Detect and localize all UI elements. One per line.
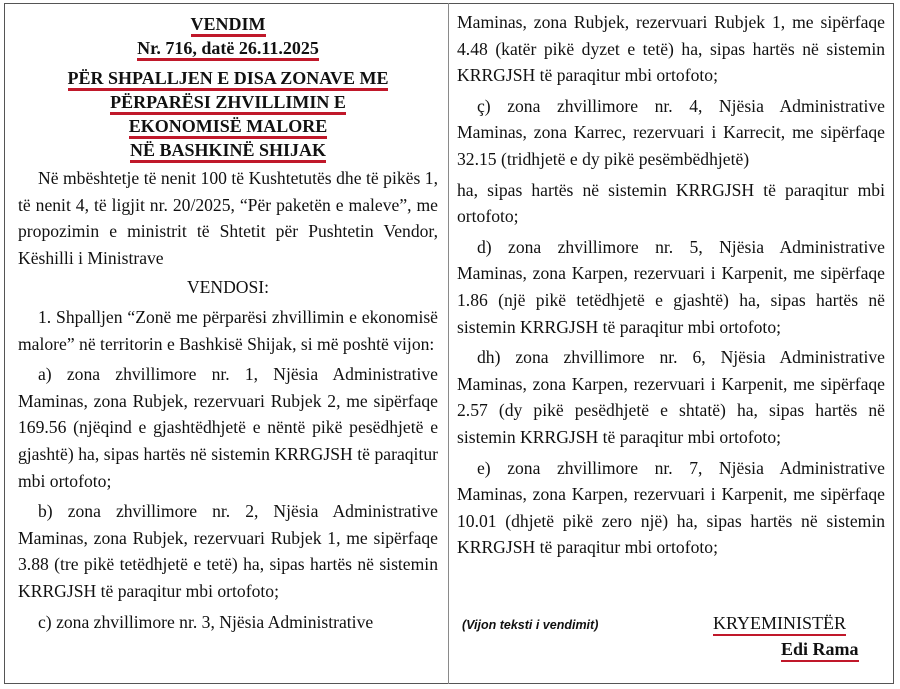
left-column xyxy=(18,12,438,635)
decision-title xyxy=(18,66,438,162)
title-line: NË BASHKINË SHIJAK xyxy=(130,140,326,163)
zone-dh-paragraph: dh) zona zhvillimore nr. 6, Njësia Administrative Maminas, zona Karpen, rezervuari i Karpenit, me sipërfaqe 2.57 (dy pikë pesëdhjetë e shtatë) ha, sipas hartës në sistemin KRRGJSH të paraqitur mbi ortofoto; xyxy=(457,347,885,447)
decision-heading xyxy=(18,12,438,36)
right-column xyxy=(457,9,885,561)
title-line: PËRPARËSI ZHVILLIMIN E xyxy=(110,92,346,115)
continued-note: (Vijon teksti i vendimit) xyxy=(462,618,599,632)
zone-a-paragraph: a) zona zhvillimore nr. 1, Njësia Administrative Maminas, zona Rubjek, rezervuari Rubjek 2, me sipërfaqe 169.56 (njëqind e gjashtëdhjetë e nëntë pikë pesëdhjetë e gjashtë) ha, sipas hartës në sistemin KRRGJSH të paraqitur mbi ortofoto; xyxy=(18,364,438,491)
point-1-paragraph: 1. Shpalljen “Zonë me përparësi zhvillimin e ekonomisë malore” në territorin e Bashkisë Shijak, si më poshtë vijon: xyxy=(18,306,438,354)
zone-c-start: c) zona zhvillimore nr. 3, Njësia Administrative xyxy=(38,611,374,632)
title-line: EKONOMISË MALORE xyxy=(129,116,328,139)
zone-d-paragraph: d) zona zhvillimore nr. 5, Njësia Administrative Maminas, zona Karpen, rezervuari i Karpenit, me sipërfaqe 1.86 (një pikë tetëdhjetë e gjashtë) ha, sipas hartës në sistemin KRRGJSH të paraqitur mbi ortofoto; xyxy=(457,236,885,337)
signer-name: Edi Rama xyxy=(781,638,859,662)
zone-cc-paragraph: ç) zona zhvillimore nr. 4, Njësia Administrative Maminas, zona Karrec, rezervuari i Karrecit, me sipërfaqe 32.15 (tridhjetë e dy pikë pesëmbëdhjetë) xyxy=(457,95,885,169)
column-divider xyxy=(448,3,449,684)
title-line: PËR SHPALLJEN E DISA ZONAVE ME xyxy=(68,68,389,91)
decision-number-row xyxy=(18,36,438,60)
preamble-paragraph: Në mbështetje të nenit 100 të Kushtetutës dhe të pikës 1, të nenit 4, të ligjit nr. 20/2025, “Për paketën e maleve”, me propozimin e ministrit të Shtetit për Pushtetin Vendor, Këshilli i Ministrave xyxy=(18,168,438,268)
signer-title: KRYEMINISTËR xyxy=(713,612,846,636)
zone-c-end: Maminas, zona Rubjek, rezervuari Rubjek 1, me sipërfaqe 4.48 (katër pikë dyzet e tetë) ha, sipas hartës në sistemin KRRGJSH të paraqitur mbi ortofoto; xyxy=(457,12,885,86)
decision-label: VENDIM xyxy=(191,14,266,37)
decides-heading: VENDOSI: xyxy=(186,277,270,298)
zone-cc-end: ha, sipas hartës në sistemin KRRGJSH të paraqitur mbi ortofoto; xyxy=(457,179,885,227)
decision-number: Nr. 716, datë 26.11.2025 xyxy=(137,38,319,61)
zone-e-paragraph: e) zona zhvillimore nr. 7, Njësia Administrative Maminas, zona Karpen, rezervuari i Karpenit, me sipërfaqe 10.01 (dhjetë pikë zero një) ha, sipas hartës në sistemin KRRGJSH të paraqitur mbi ortofoto; xyxy=(457,457,885,558)
zone-b-paragraph: b) zona zhvillimore nr. 2, Njësia Administrative Maminas, zona Rubjek, rezervuari Rubjek 1, me sipërfaqe 3.88 (tre pikë tetëdhjetë e tetë) ha, sipas hartës në sistemin KRRGJSH të paraqitur mbi ortofoto; xyxy=(18,501,438,601)
